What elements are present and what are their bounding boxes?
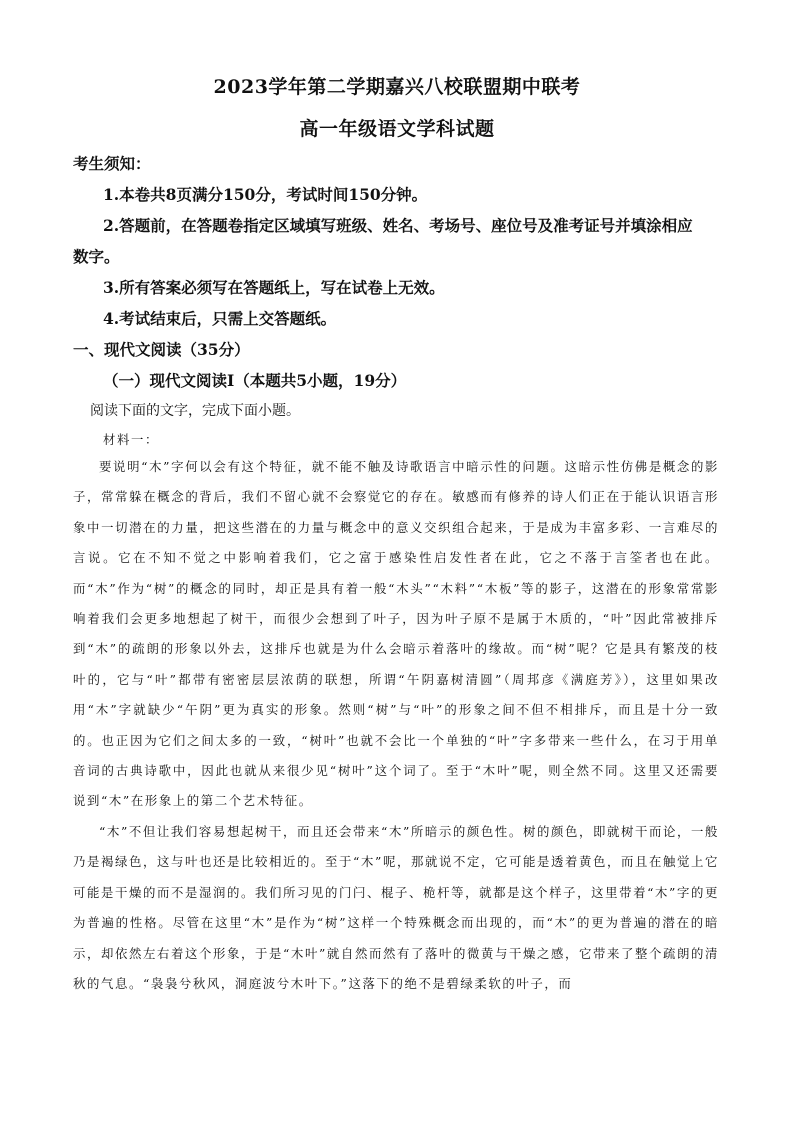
notice-item-4: 4.考试结束后，只需上交答题纸。	[103, 309, 337, 328]
reading-instruction: 阅读下面的文字，完成下面小题。	[90, 403, 300, 419]
notice-heading: 考生须知：	[73, 154, 151, 173]
notice-item-3: 3.所有答案必须写在答题纸上，写在试卷上无效。	[103, 278, 445, 297]
material-label: 材料一：	[103, 432, 159, 447]
section-heading: 一、现代文阅读（35分）	[73, 340, 250, 359]
passage	[73, 452, 719, 999]
notice-item-2: 2.答题前，在答题卷指定区域填写班级、姓名、考场号、座位号及准考证号并填涂相应	[103, 216, 693, 235]
exam-subtitle: 高一年级语文学科试题	[299, 118, 495, 140]
sub-section-heading: （一）现代文阅读Ⅰ（本题共5小题，19分）	[103, 371, 407, 390]
notice-item-2-continued: 数字。	[73, 247, 120, 266]
passage-paragraph: “木”不但让我们容易想起树干，而且还会带来“木”所暗示的颜色性。树的颜色，即就树干而论，一般乃是褐绿色，这与叶也还是比较相近的。至于“木”呢，那就说不定，它可能是透着黄色，而且在触觉上它可能是干燥的而不是湿润的。我们所习见的门闩、棍子、桅杆等，就都是这个样子，这里带着“木”字的更为普遍的性格。尽管在这里“木”是作为“树”这样一个特殊概念而出现的，而“木”的更为普遍的潜在的暗示，却依然左右着这个形象，于是“木叶”就自然而然有了落叶的微黄与干燥之感，它带来了整个疏朗的清秋的气息。“袅袅兮秋风，洞庭波兮木叶下。”这落下的绝不是碧绿柔软的叶子，而	[73, 823, 719, 991]
exam-title: 2023学年第二学期嘉兴八校联盟期中联考	[213, 76, 581, 98]
passage-paragraph: 要说明“木”字何以会有这个特征，就不能不触及诗歌语言中暗示性的问题。这暗示性仿佛是概念的影子，常常躲在概念的背后，我们不留心就不会察觉它的存在。敏感而有修养的诗人们正在于能认识语言形象中一切潜在的力量，把这些潜在的力量与概念中的意义交织组合起来，于是成为丰富多彩、一言难尽的言说。它在不知不觉之中影响着我们，它之富于感染性启发性者在此，它之不落于言筌者也在此。而“木”作为“树”的概念的同时，却正是具有着一般“木头”“木料”“木板”等的影子，这潜在的形象常常影响着我们会更多地想起了树干，而很少会想到了叶子，因为叶子原不是属于木质的，“叶”因此常被排斥到“木”的疏朗的形象以外去，这排斥也就是为什么会暗示着落叶的缘故。而“树”呢？它是具有繁茂的枝叶的，它与“叶”都带有密密层层浓荫的联想，所谓“午阴嘉树清圆”（周邦彦《满庭芳》），这里如果改用“木”字就缺少“午阴”更为真实的形象。然则“树”与“叶”的形象之间不但不相排斥，而且是十分一致的。也正因为它们之间太多的一致，“树叶”也就不会比一个单独的“叶”字多带来一些什么，在习于用单音词的古典诗歌中，因此也就从来很少见“树叶”这个词了。至于“木叶”呢，则全然不同。这里又还需要说到“木”在形象上的第二个艺术特征。	[73, 459, 719, 809]
notice-item-1: 1.本卷共8页满分150分，考试时间150分钟。	[103, 185, 428, 204]
